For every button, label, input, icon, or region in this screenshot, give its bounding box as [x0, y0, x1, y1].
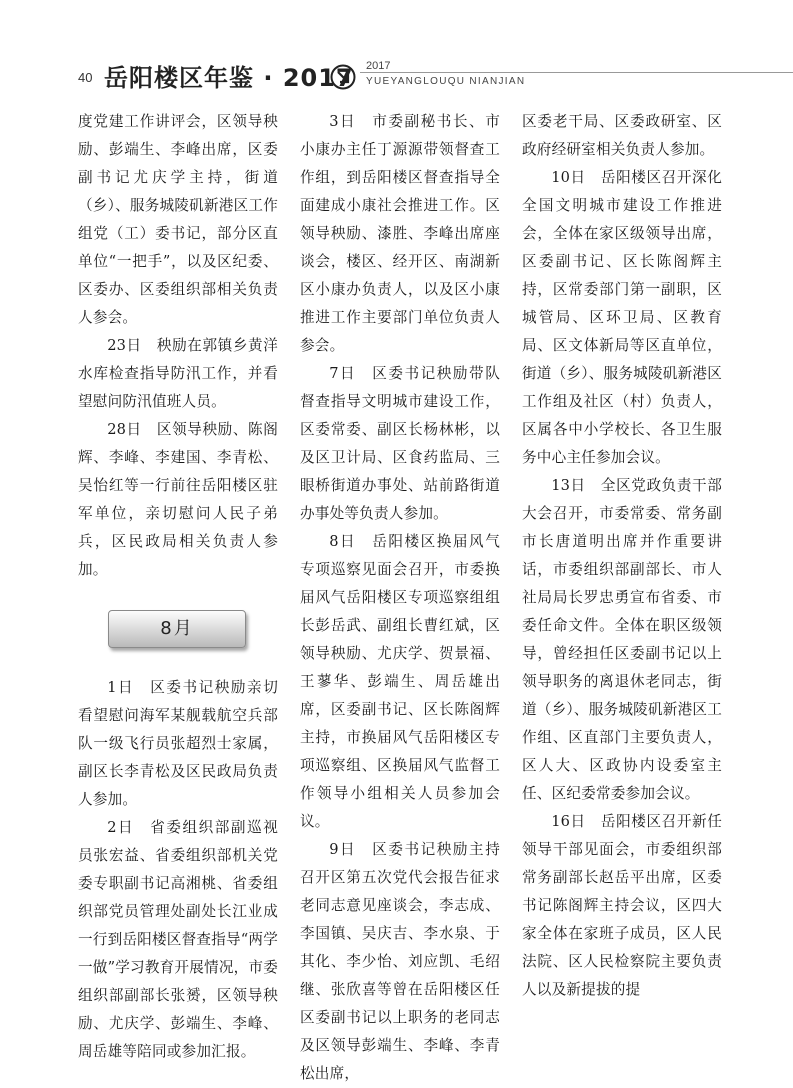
- paragraph: 9日 区委书记秧励主持召开区第五次党代会报告征求老同志意见座谈会，李志成、李国镇、吴庆吉、李水泉、于其化、李少怡、刘应凯、毛绍继、张欣喜等曾在岳阳楼区任区委副书记以上职务的老同志及区领导彭端生、李峰、李青松出席，: [300, 841, 500, 1082]
- paragraph: 13日 全区党政负责干部大会召开，市委常委、常务副市长唐道明出席并作重要讲话，市委组织部副部长、市人社局局长罗忠勇宣布省委、市委任命文件。全体在职区级领导，曾经担任区委副书记以上领导职务的离退休老同志，街道（乡）、服务城陵矶新港区工作组、区直部门主要负责人，区人大、区政协内设委室主任、区纪委常委参加会议。: [522, 477, 722, 802]
- page-header: [0, 0, 793, 100]
- paragraph: 28日 区领导秧励、陈阁辉、李峰、李建国、李青松、吴怡红等一行前往岳阳楼区驻军单位，亲切慰问人民子弟兵，区民政局相关负责人参加。: [78, 421, 278, 578]
- text-column-2: [300, 108, 500, 1088]
- paragraph: 8日 岳阳楼区换届风气专项巡察见面会召开，市委换届风气岳阳楼区专项巡察组组长彭岳武、副组长曹红斌，区领导秧励、尤庆学、贺景福、王蓼华、彭端生、周岳雄出席，区委副书记、区长陈阁辉主持，市换届风气岳阳楼区专项巡察组、区换届风气监督工作领导小组相关人员参加会议。: [300, 533, 500, 830]
- paragraph: 区委老干局、区委政研室、区政府经研室相关负责人参加。: [522, 113, 722, 158]
- paragraph: 3日 市委副秘书长、市小康办主任丁源源带领督查工作组，到岳阳楼区督查指导全面建成小康社会推进工作。区领导秧励、漆胜、李峰出席座谈会，楼区、经开区、南湖新区小康办负责人，以及区小康推进工作主要部门单位负责人参会。: [300, 113, 500, 354]
- paragraph: 2日 省委组织部副巡视员张宏益、省委组织部机关党委专职副书记高湘桃、省委组织部党员管理处副处长江业成一行到岳阳楼区督查指导“两学一做”学习教育开展情况，市委组织部副部长张赟，区领导秧励、尤庆学、彭端生、李峰、周岳雄等陪同或参加汇报。: [78, 819, 278, 1060]
- paragraph: 度党建工作讲评会，区领导秧励、彭端生、李峰出席，区委副书记尤庆学主持，街道（乡）、服务城陵矶新港区工作组党（工）委书记，部分区直单位“一把手”，以及区纪委、区委办、区委组织部相关负责人参会。: [78, 113, 278, 326]
- paragraph: 16日 岳阳楼区召开新任领导干部见面会，市委组织部常务副部长赵岳平出席，区委书记陈阁辉主持会议，区四大家全体在家班子成员，区人民法院、区人民检察院主要负责人以及新提拔的提: [522, 813, 722, 998]
- paragraph: 10日 岳阳楼区召开深化全国文明城市建设工作推进会，全体在家区级领导出席，区委副书记、区长陈阁辉主持，区常委部门第一副职，区城管局、区环卫局、区教育局、区文体新局等区直单位，街道（乡）、服务城陵矶新港区工作组及社区（村）负责人，区属各中小学校长、各卫生服务中心主任参加会议。: [522, 169, 722, 466]
- paragraph: 1日 区委书记秧励亲切看望慰问海军某舰载航空兵部队一级飞行员张超烈士家属，副区长李青松及区民政局负责人参加。: [78, 679, 278, 808]
- page-number: 40: [78, 70, 93, 85]
- month-heading: 8月: [108, 610, 246, 648]
- circle-arrow-down-right-icon: [330, 64, 356, 90]
- book-title: 岳阳楼区年鉴 · 2017: [104, 64, 354, 92]
- edition-pinyin: YUEYANGLOUQU NIANJIAN: [366, 76, 526, 87]
- text-column-3: [522, 108, 722, 1004]
- text-column-1: [78, 108, 278, 1066]
- edition-year: 2017: [366, 60, 391, 72]
- header-divider: [360, 72, 793, 73]
- paragraph: 23日 秧励在郭镇乡黄洋水库检查指导防汛工作，并看望慰问防汛值班人员。: [78, 337, 278, 410]
- paragraph: 7日 区委书记秧励带队督查指导文明城市建设工作，区委常委、副区长杨林彬，以及区卫计局、区食药监局、三眼桥街道办事处、站前路街道办事处等负责人参加。: [300, 365, 500, 522]
